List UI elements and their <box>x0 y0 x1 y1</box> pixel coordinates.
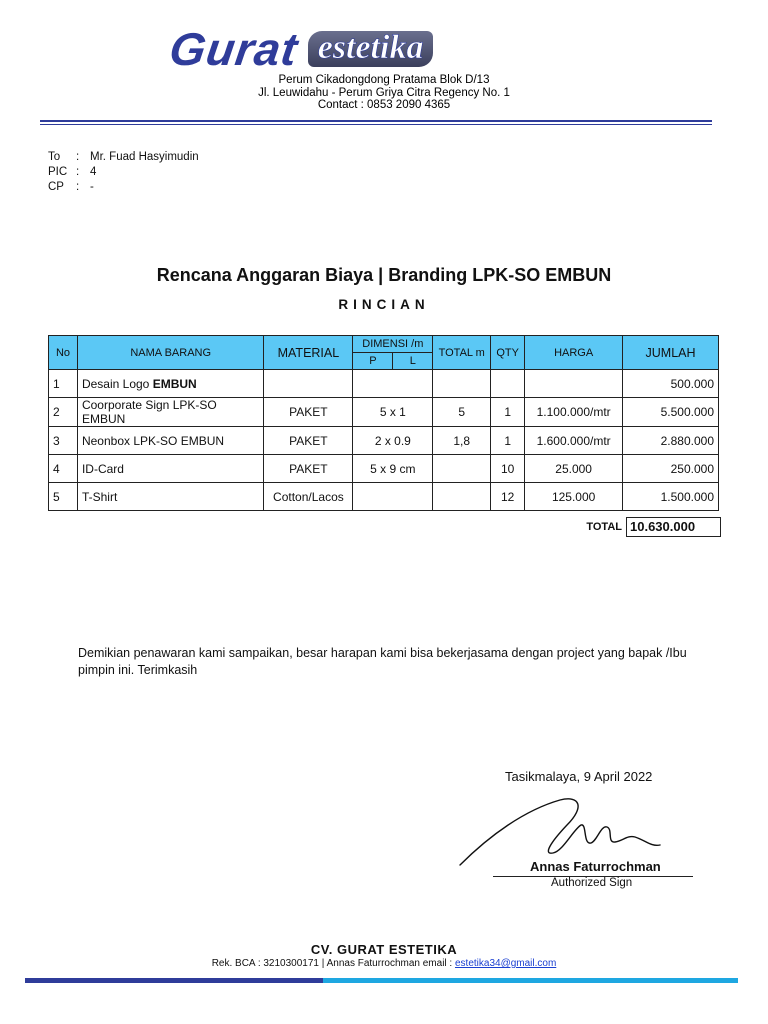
table-row <box>49 370 719 398</box>
footer-bar-dark <box>25 978 323 983</box>
header-divider-thin <box>40 124 712 125</box>
cell-nama: Neonbox LPK-SO EMBUN <box>77 427 263 455</box>
table-row <box>49 398 719 427</box>
header-total-m: TOTAL m <box>433 336 491 370</box>
signer-name: Annas Faturrochman <box>530 859 661 874</box>
recipient-cp-row <box>48 180 199 195</box>
cell-nama: T-Shirt <box>77 483 263 511</box>
table-row <box>49 427 719 455</box>
cell-material: PAKET <box>264 455 353 483</box>
cell-dimensi: 2 x 0.9 <box>353 427 433 455</box>
pic-colon: : <box>76 166 80 178</box>
cell-nama <box>77 370 263 398</box>
logo-main-text: Gurat <box>166 23 302 75</box>
cell-no: 3 <box>49 427 78 455</box>
budget-table <box>48 335 719 511</box>
cell-total-m <box>433 370 491 398</box>
header-nama-barang: NAMA BARANG <box>77 336 263 370</box>
cell-total-m <box>433 483 491 511</box>
to-label: To <box>48 151 61 163</box>
table-header <box>49 336 719 370</box>
to-value: Mr. Fuad Hasyimudin <box>90 151 199 163</box>
recipient-info <box>48 150 199 195</box>
cell-total-m: 5 <box>433 398 491 427</box>
cell-harga: 125.000 <box>525 483 623 511</box>
cp-value: - <box>90 181 94 193</box>
to-colon: : <box>76 151 80 163</box>
header-jumlah: JUMLAH <box>623 336 719 370</box>
cell-harga: 25.000 <box>525 455 623 483</box>
cell-material: PAKET <box>264 427 353 455</box>
table-row <box>49 455 719 483</box>
pic-label: PIC <box>48 166 68 178</box>
table-row <box>49 483 719 511</box>
recipient-pic-row <box>48 165 199 180</box>
pic-value: 4 <box>90 166 97 178</box>
address-line-2: Jl. Leuwidahu - Perum Griya Citra Regency No. 1 <box>258 87 510 99</box>
cp-label: CP <box>48 181 64 193</box>
cell-qty: 1 <box>491 427 525 455</box>
footer-bank-text: Rek. BCA : 3210300171 | Annas Faturrochman email : <box>211 958 455 969</box>
company-logo <box>166 23 530 75</box>
cell-no: 5 <box>49 483 78 511</box>
total-label: TOTAL <box>586 521 622 533</box>
cell-harga: 1.100.000/mtr <box>525 398 623 427</box>
cell-harga: 1.600.000/mtr <box>525 427 623 455</box>
footer-email-link[interactable]: estetika34@gmail.com <box>454 958 557 969</box>
document-subtitle: RINCIAN <box>338 297 430 312</box>
cell-qty <box>491 370 525 398</box>
header-divider <box>40 120 712 122</box>
logo-sub-text: estetika <box>308 31 434 67</box>
footer-bank-info <box>0 958 768 969</box>
footer-company-name: CV. GURAT ESTETIKA <box>310 942 458 957</box>
cell-dimensi: 5 x 1 <box>353 398 433 427</box>
address-line-1: Perum Cikadongdong Pratama Blok D/13 <box>278 74 490 86</box>
header-p: P <box>353 353 393 370</box>
cell-qty: 12 <box>491 483 525 511</box>
cell-nama: ID-Card <box>77 455 263 483</box>
cell-nama-text: Desain Logo <box>81 376 153 391</box>
cell-no: 1 <box>49 370 78 398</box>
cell-no: 4 <box>49 455 78 483</box>
cell-dimensi <box>353 483 433 511</box>
signer-role: Authorized Sign <box>551 877 633 889</box>
cell-jumlah: 1.500.000 <box>623 483 719 511</box>
cell-no: 2 <box>49 398 78 427</box>
cell-jumlah: 5.500.000 <box>623 398 719 427</box>
cp-colon: : <box>76 181 80 193</box>
cell-material: PAKET <box>264 398 353 427</box>
cell-qty: 1 <box>491 398 525 427</box>
cell-dimensi <box>353 370 433 398</box>
total-value: 10.630.000 <box>626 517 721 537</box>
cell-jumlah: 2.880.000 <box>623 427 719 455</box>
cell-qty: 10 <box>491 455 525 483</box>
closing-paragraph: Demikian penawaran kami sampaikan, besar harapan kami bisa bekerjasama dengan project yang bapak /Ibu pimpin ini. Terimkasih <box>78 646 687 677</box>
cell-total-m <box>433 455 491 483</box>
header-qty: QTY <box>491 336 525 370</box>
cell-dimensi: 5 x 9 cm <box>353 455 433 483</box>
cell-jumlah: 250.000 <box>623 455 719 483</box>
cell-jumlah: 500.000 <box>623 370 719 398</box>
contact-line: Contact : 0853 2090 4365 <box>317 99 451 111</box>
header-l: L <box>393 353 433 370</box>
cell-material <box>264 370 353 398</box>
footer-bar-light <box>323 978 738 983</box>
header-no: No <box>49 336 78 370</box>
header-material: MATERIAL <box>264 336 353 370</box>
header-dimensi: DIMENSI /m <box>353 336 433 353</box>
cell-harga <box>525 370 623 398</box>
place-date: Tasikmalaya, 9 April 2022 <box>505 769 653 784</box>
cell-material: Cotton/Lacos <box>264 483 353 511</box>
document-title: Rencana Anggaran Biaya | Branding LPK-SO EMBUN <box>156 265 612 285</box>
cell-total-m: 1,8 <box>433 427 491 455</box>
header-harga: HARGA <box>525 336 623 370</box>
cell-nama: Coorporate Sign LPK-SO EMBUN <box>77 398 263 427</box>
recipient-to-row <box>48 150 199 165</box>
cell-nama-bold: EMBUN <box>152 376 197 391</box>
